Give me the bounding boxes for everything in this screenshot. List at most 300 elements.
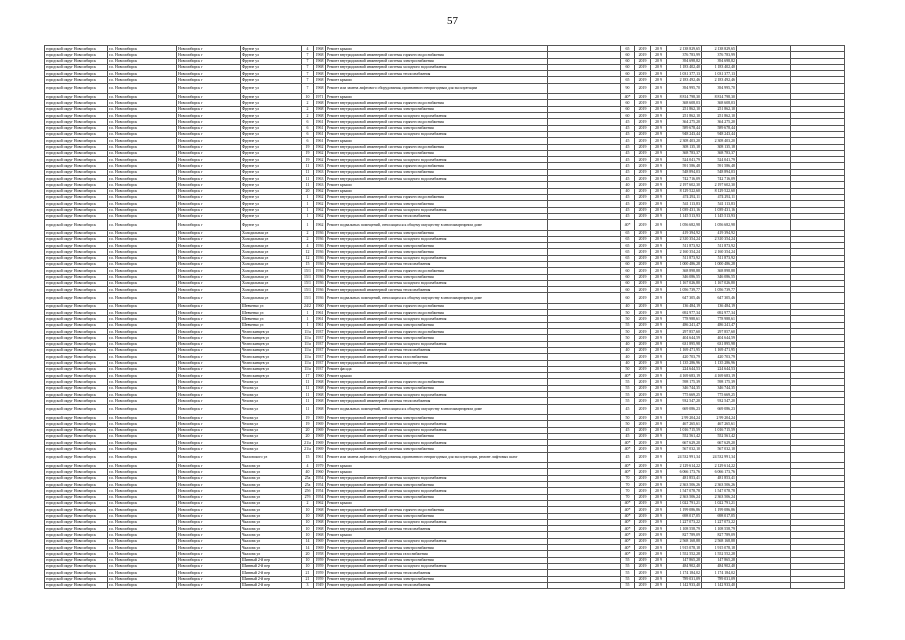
start-year-cell: 2019 [635,446,651,452]
total-cell: 789 031,09 [702,576,737,582]
house-cell: 11 [302,385,314,391]
total-cell: 308 135,18 [702,144,737,150]
house-cell: 11/а [302,335,314,341]
total-cell: 1 031 377,13 [702,71,737,77]
end-year-cell: 20 9 [651,157,667,163]
extra-cell-2 [791,83,845,93]
cost-cell: 2 183 492,46 [667,77,702,83]
work-type-cell: Ремонт внутридомовой инженерной системы электроснабжения [326,58,548,64]
settlement-cell: Новосибирск г [177,500,241,506]
district-cell: городской округ Новосибирск [45,488,108,494]
cost-cell: 2 138 829,65 [667,46,702,52]
year-cell: 1969 [314,440,326,446]
district-cell: городской округ Новосибирск [45,570,108,576]
settlement-cell: Новосибирск г [177,176,241,182]
table-row [45,220,845,230]
street-cell: Фрунзе ул [241,157,302,163]
street-cell: Фрунзе ул [241,64,302,70]
district-cell: городской округ Новосибирск [45,157,108,163]
year-cell: 1959 [314,570,326,576]
district-cell: городской округ Новосибирск [45,341,108,347]
start-year-cell: 2019 [635,475,651,481]
house-cell: 10 [302,526,314,532]
city-cell: г.о. Новосибирск [108,213,177,219]
settlement-cell: Новосибирск г [177,551,241,557]
year-cell: 1962 [314,207,326,213]
house-cell: 24/2 [302,303,314,309]
start-year-cell: 2019 [635,188,651,194]
year-cell: 1936 [314,243,326,249]
term-cell: 60 [621,52,635,58]
settlement-cell: Новосибирск г [177,207,241,213]
empty-cell [548,404,621,414]
year-cell: 1936 [314,274,326,280]
total-cell: 474 292,11 [702,194,737,200]
total-cell: 4 169 683,19 [702,373,737,379]
city-cell: г.о. Новосибирск [108,169,177,175]
city-cell: г.о. Новосибирск [108,347,177,353]
end-year-cell: 20 9 [651,249,667,255]
year-cell: 1968 [314,113,326,119]
settlement-cell: Новосибирск г [177,274,241,280]
term-cell: 60 [621,274,635,280]
end-year-cell: 20 9 [651,213,667,219]
street-cell: Холодильная ул [241,255,302,261]
settlement-cell: Новосибирск г [177,545,241,551]
settlement-cell: Новосибирск г [177,261,241,267]
year-cell: 1968 [314,106,326,112]
city-cell: г.о. Новосибирск [108,446,177,452]
end-year-cell: 20 9 [651,538,667,544]
start-year-cell: 2019 [635,494,651,500]
settlement-cell: Новосибирск г [177,570,241,576]
district-cell: городской округ Новосибирск [45,366,108,372]
cost-cell: 667 629,20 [667,440,702,446]
start-year-cell: 2019 [635,138,651,144]
settlement-cell: Новосибирск г [177,392,241,398]
settlement-cell: Новосибирск г [177,488,241,494]
total-cell: 2 363 506,26 [702,482,737,488]
term-cell: 60 [621,100,635,106]
year-cell: 1936 [314,261,326,267]
end-year-cell: 20 9 [651,545,667,551]
city-cell: г.о. Новосибирск [108,526,177,532]
settlement-cell: Новосибирск г [177,341,241,347]
year-cell: 1963 [314,163,326,169]
work-type-cell: Ремонт внутридомовой инженерной системы теплоснабжения [326,582,548,588]
settlement-cell: Новосибирск г [177,293,241,303]
cost-cell: 1 016 715,59 [667,427,702,433]
total-cell: 420 703,79 [702,354,737,360]
street-cell: Фрунзе ул [241,144,302,150]
end-year-cell: 20 9 [651,329,667,335]
cost-cell: 484 902,40 [667,563,702,569]
city-cell: г.о. Новосибирск [108,570,177,576]
work-type-cell: Ремонт внутридомовой инженерной системы теплоснабжения [326,526,548,532]
city-cell: г.о. Новосибирск [108,392,177,398]
city-cell: г.о. Новосибирск [108,207,177,213]
end-year-cell: 20 9 [651,507,667,513]
end-year-cell: 20 9 [651,322,667,328]
district-cell: городской округ Новосибирск [45,58,108,64]
year-cell: 1968 [314,64,326,70]
work-type-cell: Ремонт внутридомовой инженерной системы холодного водоснабжения [326,316,548,322]
year-cell: 1968 [314,513,326,519]
total-cell: 524 041,79 [702,157,737,163]
city-cell: г.о. Новосибирск [108,385,177,391]
extra-cell [737,582,791,588]
street-cell: Фрунзе ул [241,169,302,175]
street-cell: Чехова ул [241,440,302,446]
work-type-cell: Ремонт внутридомовой инженерной системы теплоснабжения [326,347,548,353]
cost-cell: 2 363 506,26 [667,482,702,488]
term-cell: 60 [621,287,635,293]
start-year-cell: 2019 [635,46,651,52]
work-type-cell: Ремонт внутридомовой инженерной системы электроснабжения [326,494,548,500]
cost-cell: 2 310 354,24 [667,236,702,242]
cost-cell: 376 783,99 [667,52,702,58]
year-cell: 1968 [314,100,326,106]
start-year-cell: 2019 [635,249,651,255]
city-cell: г.о. Новосибирск [108,335,177,341]
term-cell: 60 [621,64,635,70]
term-cell: 45 [621,138,635,144]
end-year-cell: 20 9 [651,46,667,52]
term-cell: 40 [621,188,635,194]
house-cell: 10 [302,519,314,525]
term-cell: 40* [621,94,635,100]
city-cell: г.о. Новосибирск [108,150,177,156]
total-cell: 548 894,03 [702,169,737,175]
settlement-cell: Новосибирск г [177,125,241,131]
work-type-cell: Ремонт внутридомовой инженерной системы горячего водоснабжения [326,119,548,125]
district-cell: городской округ Новосибирск [45,446,108,452]
end-year-cell: 20 9 [651,379,667,385]
settlement-cell: Новосибирск г [177,106,241,112]
total-cell: 24 532 991,34 [702,452,737,462]
term-cell: 55 [621,385,635,391]
street-cell: Фрунзе ул [241,207,302,213]
house-cell: 27б [302,494,314,500]
street-cell: Фрунзе ул [241,131,302,137]
settlement-cell: Новосибирск г [177,415,241,421]
district-cell: городской округ Новосибирск [45,64,108,70]
house-cell: 2 [302,113,314,119]
cost-cell: 1 183 402,40 [667,64,702,70]
term-cell: 40* [621,538,635,544]
settlement-cell: Новосибирск г [177,52,241,58]
cost-cell: 742 716,09 [667,176,702,182]
start-year-cell: 2019 [635,545,651,551]
end-year-cell: 20 9 [651,433,667,439]
total-cell: 1 552 552,28 [702,551,737,557]
table-row [45,404,845,414]
district-cell: городской округ Новосибирск [45,163,108,169]
year-cell: 1968 [314,507,326,513]
term-cell: 65 [621,236,635,242]
start-year-cell: 2019 [635,131,651,137]
year-cell: 1937 [314,329,326,335]
start-year-cell: 2019 [635,176,651,182]
year-cell: 1961 [314,452,326,462]
start-year-cell: 2019 [635,150,651,156]
year-cell: 1969 [314,446,326,452]
city-cell: г.о. Новосибирск [108,46,177,52]
district-cell: городской округ Новосибирск [45,119,108,125]
district-cell: городской округ Новосибирск [45,255,108,261]
start-year-cell: 2019 [635,220,651,230]
cost-cell: 368 898,88 [667,268,702,274]
city-cell: г.о. Новосибирск [108,440,177,446]
end-year-cell: 20 9 [651,106,667,112]
end-year-cell: 20 9 [651,138,667,144]
end-year-cell: 20 9 [651,500,667,506]
settlement-cell: Новосибирск г [177,138,241,144]
work-type-cell: Ремонт внутридомовой инженерной системы электроснабжения [326,274,548,280]
work-type-cell: Ремонт внутридомовой инженерной системы теплоснабжения [326,398,548,404]
settlement-cell: Новосибирск г [177,316,241,322]
term-cell: 65 [621,243,635,249]
start-year-cell: 2019 [635,316,651,322]
district-cell: городской округ Новосибирск [45,310,108,316]
extra-cell [737,220,791,230]
total-cell: 1 056 682,98 [702,220,737,230]
district-cell: городской округ Новосибирск [45,182,108,188]
settlement-cell: Новосибирск г [177,182,241,188]
settlement-cell: Новосибирск г [177,379,241,385]
end-year-cell: 20 9 [651,71,667,77]
settlement-cell: Новосибирск г [177,519,241,525]
city-cell: г.о. Новосибирск [108,220,177,230]
house-cell: 1 [302,213,314,219]
end-year-cell: 20 9 [651,52,667,58]
street-cell: Шевченко ул [241,303,302,309]
end-year-cell: 20 9 [651,576,667,582]
district-cell: городской округ Новосибирск [45,207,108,213]
district-cell: городской округ Новосибирск [45,415,108,421]
street-cell: Фрунзе ул [241,125,302,131]
end-year-cell: 20 9 [651,220,667,230]
work-type-cell: Ремонт внутридомовой инженерной системы холодного водоснабжения [326,563,548,569]
start-year-cell: 2019 [635,207,651,213]
term-cell: 65 [621,249,635,255]
term-cell: 40* [621,463,635,469]
street-cell: Челюскинцев ул [241,341,302,347]
work-type-cell: Ремонт подвальных помещений, относящихся к общему имуществу в многоквартирном доме [326,220,548,230]
end-year-cell: 20 9 [651,427,667,433]
settlement-cell: Новосибирск г [177,46,241,52]
cost-cell: 789 031,09 [667,576,702,582]
settlement-cell: Новосибирск г [177,335,241,341]
cost-cell: 1 142 933,40 [667,582,702,588]
district-cell: городской округ Новосибирск [45,52,108,58]
term-cell: 60 [621,293,635,303]
total-cell: 2 99 204,24 [702,415,737,421]
end-year-cell: 20 9 [651,188,667,194]
extra-cell-2 [791,582,845,588]
house-cell: 7 [302,58,314,64]
total-cell: 742 716,09 [702,176,737,182]
city-cell: г.о. Новосибирск [108,366,177,372]
year-cell: 1961 [314,310,326,316]
work-type-cell: Ремонт внутридомовой инженерной системы электроснабжения [326,125,548,131]
work-type-cell: Ремонт внутридомовой инженерной системы горячего водоснабжения [326,52,548,58]
year-cell: 1961 [314,316,326,322]
work-type-cell: Ремонт внутридомовой инженерной системы холодного водоснабжения [326,113,548,119]
work-type-cell: Ремонт внутридомовой инженерной системы электроснабжения [326,335,548,341]
street-cell: Фрунзе ул [241,106,302,112]
district-cell: городской округ Новосибирск [45,201,108,207]
cost-cell: 6 066 173,76 [667,469,702,475]
start-year-cell: 2019 [635,329,651,335]
district-cell: городской округ Новосибирск [45,392,108,398]
term-cell: 45 [621,150,635,156]
end-year-cell: 20 9 [651,194,667,200]
cost-cell: 589 678,44 [667,125,702,131]
house-cell: 25б [302,488,314,494]
term-cell: 55 [621,570,635,576]
city-cell: г.о. Новосибирск [108,163,177,169]
term-cell: 45 [621,427,635,433]
year-cell: 1962 [314,213,326,219]
total-cell: 1 022 791,21 [702,500,737,506]
street-cell: Фрунзе ул [241,194,302,200]
house-cell: 11 [302,392,314,398]
total-cell: 567 032,10 [702,446,737,452]
start-year-cell: 2019 [635,303,651,309]
district-cell: городской округ Новосибирск [45,440,108,446]
work-type-cell: Ремонт внутридомовой инженерной системы горячего водоснабжения [326,310,548,316]
term-cell: 60 [621,113,635,119]
start-year-cell: 2019 [635,582,651,588]
city-cell: г.о. Новосибирск [108,52,177,58]
start-year-cell: 2019 [635,373,651,379]
settlement-cell: Новосибирск г [177,194,241,200]
term-cell: 45 [621,163,635,169]
city-cell: г.о. Новосибирск [108,119,177,125]
house-cell: 11/а [302,341,314,347]
district-cell: городской округ Новосибирск [45,280,108,286]
total-cell: 541 113,83 [702,201,737,207]
term-cell: 70 [621,488,635,494]
street-cell: Фрунзе ул [241,52,302,58]
house-cell: 19 [302,144,314,150]
total-cell: 368 783,37 [702,150,737,156]
work-type-cell: Ремонт внутридомовой инженерной системы горячего водоснабжения [326,100,548,106]
year-cell: 1971 [314,94,326,100]
house-cell: 19 [302,421,314,427]
work-type-cell: Ремонт внутридомовой инженерной системы горячего водоснабжения [326,144,548,150]
settlement-cell: Новосибирск г [177,482,241,488]
work-type-cell: Ремонт крыши [326,138,548,144]
street-cell: Чехова ул [241,446,302,452]
total-cell: 394 698,82 [702,58,737,64]
term-cell: 60 [621,280,635,286]
end-year-cell: 20 9 [651,293,667,303]
district-cell: городской округ Новосибирск [45,230,108,236]
end-year-cell: 20 9 [651,261,667,267]
extra-cell [737,452,791,462]
district-cell: городской округ Новосибирск [45,532,108,538]
end-year-cell: 20 9 [651,392,667,398]
year-cell: 1968 [314,77,326,83]
settlement-cell: Новосибирск г [177,433,241,439]
street-cell: Холодильная ул [241,274,302,280]
total-cell: 368 898,88 [702,268,737,274]
cost-cell: 1 169 471,95 [667,347,702,353]
start-year-cell: 2019 [635,243,651,249]
year-cell: 1968 [314,385,326,391]
street-cell: Холодильная ул [241,249,302,255]
district-cell: городской округ Новосибирск [45,100,108,106]
district-cell: городской округ Новосибирск [45,125,108,131]
total-cell: 364 275,20 [702,119,737,125]
cost-cell: 598 175,39 [667,379,702,385]
settlement-cell: Новосибирск г [177,280,241,286]
start-year-cell: 2019 [635,563,651,569]
settlement-cell: Новосибирск г [177,169,241,175]
work-type-cell: Ремонт или замена лифтового оборудования, признанного непригодным для эксплуатации [326,83,548,93]
settlement-cell: Новосибирск г [177,440,241,446]
total-cell: 2 568 168,88 [702,538,737,544]
term-cell: 50 [621,329,635,335]
start-year-cell: 2019 [635,255,651,261]
house-cell: 15/1 [302,293,314,303]
start-year-cell: 2019 [635,469,651,475]
term-cell: 45 [621,131,635,137]
year-cell: 1936 [314,268,326,274]
total-cell: 1 056 739,77 [702,287,737,293]
district-cell: городской округ Новосибирск [45,287,108,293]
settlement-cell: Новосибирск г [177,532,241,538]
start-year-cell: 2019 [635,213,651,219]
total-cell: 1 167 026,80 [702,280,737,286]
work-type-cell: Ремонт внутридомовой инженерной системы горячего водоснабжения [326,163,548,169]
cost-cell: 1 056 739,77 [667,287,702,293]
start-year-cell: 2019 [635,463,651,469]
street-cell: Холодильная ул [241,261,302,267]
total-cell: 6 066 173,76 [702,469,737,475]
end-year-cell: 20 9 [651,360,667,366]
street-cell: Фрунзе ул [241,113,302,119]
district-cell: городской округ Новосибирск [45,494,108,500]
total-cell: 1 547 078,78 [702,488,737,494]
work-type-cell: Ремонт внутридомовой инженерной системы холодного водоснабжения [326,392,548,398]
year-cell: 1969 [314,427,326,433]
term-cell: 40* [621,440,635,446]
work-type-cell: Ремонт внутридомовой инженерной системы холодного водоснабжения [326,207,548,213]
extra-cell-2 [791,452,845,462]
term-cell: 50 [621,310,635,316]
total-cell: 404 644,59 [702,335,737,341]
term-cell: 55 [621,576,635,582]
term-cell: 40 [621,182,635,188]
city-cell: г.о. Новосибирск [108,157,177,163]
settlement-cell: Новосибирск г [177,201,241,207]
city-cell: г.о. Новосибирск [108,236,177,242]
work-type-cell: Ремонт крыши [326,182,548,188]
term-cell: 45 [621,201,635,207]
city-cell: г.о. Новосибирск [108,563,177,569]
district-cell: городской округ Новосибирск [45,404,108,414]
street-cell: Чкалова ул [241,507,302,513]
work-type-cell: Ремонт внутридомовой инженерной системы электроснабжения [326,150,548,156]
term-cell: 45 [621,157,635,163]
term-cell: 40 [621,347,635,353]
year-cell: 1937 [314,354,326,360]
house-cell: 20 [302,433,314,439]
term-cell: 45 [621,433,635,439]
